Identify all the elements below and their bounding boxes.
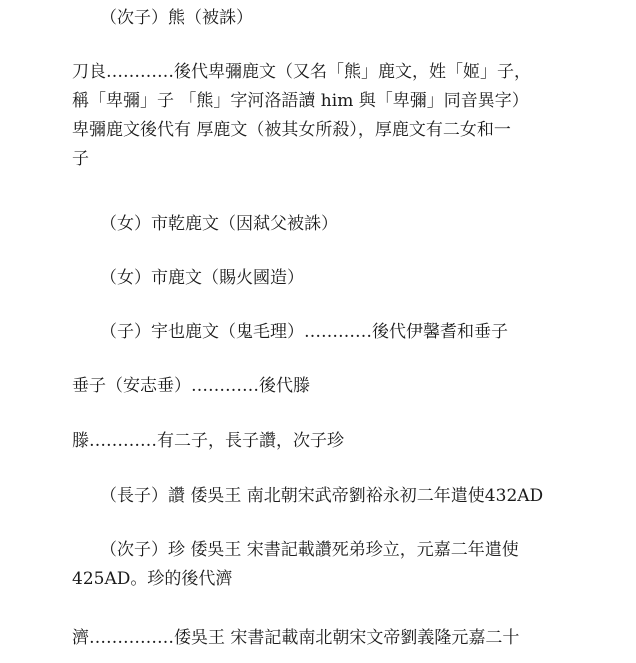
paragraph-ji xyxy=(72,624,519,653)
text-line: 子 xyxy=(72,149,89,169)
paragraph-daughter-ichifukaya xyxy=(72,210,338,239)
paragraph-teng xyxy=(72,427,344,456)
text-line: （子）宇也鹿文（鬼毛理）…………後代伊馨耆和垂子 xyxy=(100,322,508,342)
paragraph-second-son-xiong xyxy=(72,4,253,33)
text-line: 卑彌鹿文後代有 厚鹿文（被其女所殺），厚鹿文有二女和一 xyxy=(72,120,511,140)
paragraph-daoliang xyxy=(72,58,531,174)
text-line: （女）市乾鹿文（因弒父被誅） xyxy=(100,214,338,234)
text-line: （長子）讚 倭吳王 南北朝宋武帝劉裕永初二年遣使432AD xyxy=(100,486,544,506)
text-line: （女）市鹿文（賜火國造） xyxy=(100,268,304,288)
text-line: 刀良…………後代卑彌鹿文（又名「熊」鹿文，姓「姬」子， xyxy=(72,62,531,82)
paragraph-son-uya xyxy=(72,318,508,347)
text-line: 滕…………有二子，長子讚，次子珍 xyxy=(72,431,344,451)
paragraph-eldest-son-zan xyxy=(72,482,543,511)
paragraph-daughter-ichika xyxy=(72,264,304,293)
text-line: 稱「卑彌」子 「熊」字河洛語讀 him 與「卑彌」同音異字） xyxy=(72,91,529,111)
paragraph-second-son-zhen xyxy=(72,536,519,594)
text-line: 425AD。珍的後代濟 xyxy=(72,569,233,589)
paragraph-tarushi xyxy=(72,372,310,401)
text-line: 垂子（安志垂）…………後代滕 xyxy=(72,376,310,396)
text-line: 濟……………倭吳王 宋書記載南北朝宋文帝劉義隆元嘉二十 xyxy=(72,628,520,648)
text-line: （次子）珍 倭吳王 宋書記載讚死弟珍立，元嘉二年遣使 xyxy=(100,540,519,560)
text-line: （次子）熊（被誅） xyxy=(100,8,253,28)
